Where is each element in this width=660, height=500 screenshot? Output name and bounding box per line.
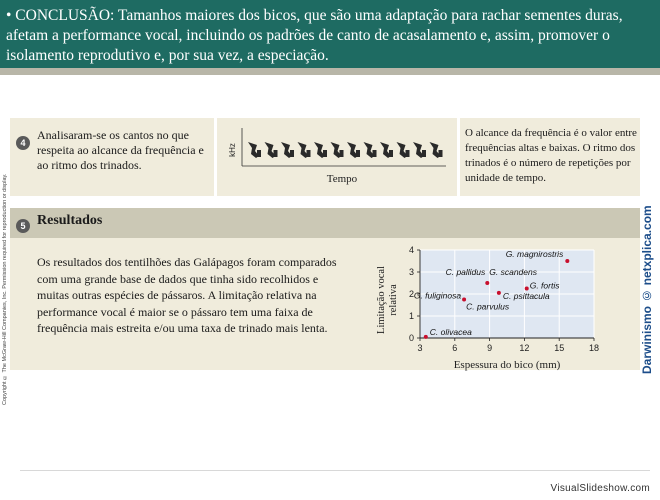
y-tick-label: 4 [408, 245, 414, 255]
x-tick-label: 12 [519, 343, 530, 353]
data-point [565, 259, 569, 263]
point-label: C. psittacula [502, 290, 550, 301]
x-tick-label: 15 [554, 343, 565, 353]
spectrogram-syllable [331, 142, 344, 158]
results-title: Resultados [37, 213, 103, 228]
results-header [10, 208, 640, 238]
y-tick-label: 2 [408, 289, 414, 299]
data-point [485, 281, 489, 285]
footer-site: VisualSlideshow.com [550, 483, 650, 494]
point-label: C. pallidus [445, 267, 486, 277]
x-tick-label: 3 [417, 343, 423, 353]
x-tick-label: 9 [487, 343, 493, 353]
y-axis-label-box [376, 258, 399, 342]
y-tick-label: 3 [408, 267, 414, 277]
results-text: Os resultados dos tentilhões das Galápagos foram comparados com uma grande base de dados que tinha sido recolhidos e muitas outras espécies de pássaros. A limitação relativa na performance vocal é maior se o pássaro tem uma faixa de frequência mais estreita e/ou uma taxa de trinado mais lenta. [37, 255, 337, 335]
x-tick-label: 6 [452, 343, 458, 353]
spectrogram-syllable [380, 142, 393, 158]
point-label: G. scandens [489, 267, 538, 277]
step-number-badge: 4 [16, 136, 30, 150]
step-4-note: O alcance da frequência é o valor entre frequências altas e baixas. O ritmo dos trinados é o número de repetições por unidade de tempo. [465, 127, 637, 184]
point-label: C. olivacea [429, 326, 472, 337]
banner-stripe [0, 68, 660, 75]
footer-rule [20, 470, 650, 471]
spectrogram-syllable [281, 142, 294, 158]
spectrogram-syllables [248, 142, 443, 158]
data-point [497, 291, 501, 295]
point-label: G. fortis [529, 280, 560, 291]
y-axis-label: Limitação vocalrelativa [376, 266, 399, 334]
point-label: G. magnirostris [505, 249, 564, 259]
spectrogram-syllable [430, 142, 443, 158]
y-tick-label: 0 [408, 333, 414, 343]
step-number-badge: 5 [16, 219, 30, 233]
spectrogram-syllable [397, 142, 410, 158]
point-label: C. parvulus [466, 301, 510, 312]
data-point [525, 287, 529, 291]
spectrogram-syllable [314, 142, 327, 158]
data-point [424, 335, 428, 339]
conclusion-text: • CONCLUSÃO: Tamanhos maiores dos bicos, que são uma adaptação para rachar sementes duras, afetam a performance vocal, incluindo os padrões de canto de acasalamento e, assim, promover o isolamento reprodutivo e, por sua vez, a especiação. [6, 7, 623, 64]
x-axis-label: Espessura do bico (mm) [453, 359, 561, 371]
watermark: Darwinismo © netxplica.com [640, 205, 654, 375]
step-4-text: Analisaram-se os cantos no que respeita ao alcance da frequência e ao ritmo dos trinados. [37, 128, 204, 172]
copyright-notice: Copyright © The McGraw-Hill Companies, Inc. Permission required for reproduction or display. [2, 173, 8, 405]
spectrogram-syllable [248, 142, 261, 158]
x-tick-label: 18 [588, 343, 600, 353]
spectrogram-syllable [265, 142, 278, 158]
spectrogram-y-label: kHz [228, 143, 237, 157]
spectrogram-x-label: Tempo [326, 173, 358, 185]
spectrogram-syllable [364, 142, 377, 158]
spectrogram [226, 118, 460, 196]
conclusion-banner [0, 0, 660, 68]
spectrogram-syllable [413, 142, 426, 158]
y-tick-label: 1 [408, 311, 414, 321]
step-4-panel [10, 118, 640, 196]
spectrogram-syllable [347, 142, 360, 158]
spectrogram-syllable [298, 142, 311, 158]
scatter-chart [372, 240, 612, 375]
point-label: G. fuliginosa [413, 290, 462, 301]
